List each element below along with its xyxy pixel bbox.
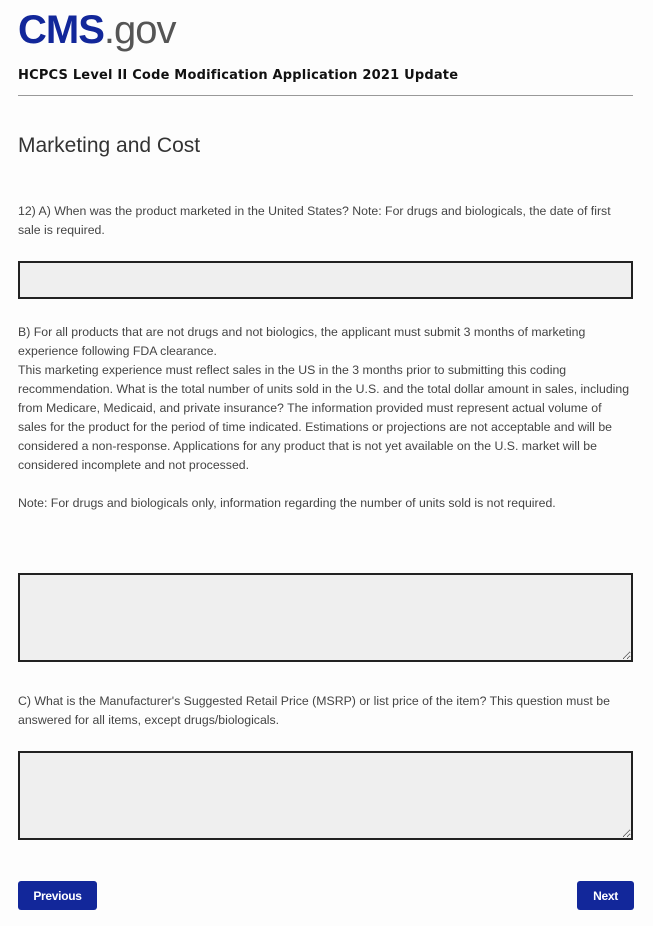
cms-logo [18, 6, 176, 54]
question-b-label [18, 323, 633, 513]
msrp-textarea[interactable] [18, 751, 633, 840]
previous-button[interactable]: Previous [18, 881, 97, 910]
next-button[interactable]: Next [577, 881, 634, 910]
question-b-intro: B) For all products that are not drugs and not biologics, the applicant must submit 3 months of marketing experience following FDA clearance. [18, 325, 586, 358]
divider [18, 95, 633, 96]
question-b-details: This marketing experience must reflect sales in the US in the 3 months prior to submitting this coding recommendation. What is the total number of units sold in the U.S. and the total dollar amount in sales, including from Medicare, Medicaid, and private insurance? The information provided must represent actual volume of sales for the product for the period of time indicated. Estimations or projections are not acceptable and will be considered a non-response. Applications for any product that is not yet available on the U.S. market will be considered incomplete and not processed. [18, 363, 630, 472]
section-title: Marketing and Cost [18, 134, 201, 157]
logo-suffix: .gov [103, 8, 176, 52]
market-date-input[interactable] [18, 261, 633, 299]
question-b-note: Note: For drugs and biologicals only, information regarding the number of units sold is not required. [18, 496, 556, 510]
sales-volume-textarea[interactable] [18, 573, 633, 662]
logo-brand: CMS [18, 8, 104, 52]
app-title: HCPCS Level II Code Modification Application 2021 Update [18, 68, 459, 83]
question-c-label: C) What is the Manufacturer's Suggested Retail Price (MSRP) or list price of the item? This question must be answered for all items, except drugs/biologicals. [18, 694, 610, 727]
question-a-label: 12) A) When was the product marketed in the United States? Note: For drugs and biologicals, the date of first sale is required. [18, 204, 611, 237]
